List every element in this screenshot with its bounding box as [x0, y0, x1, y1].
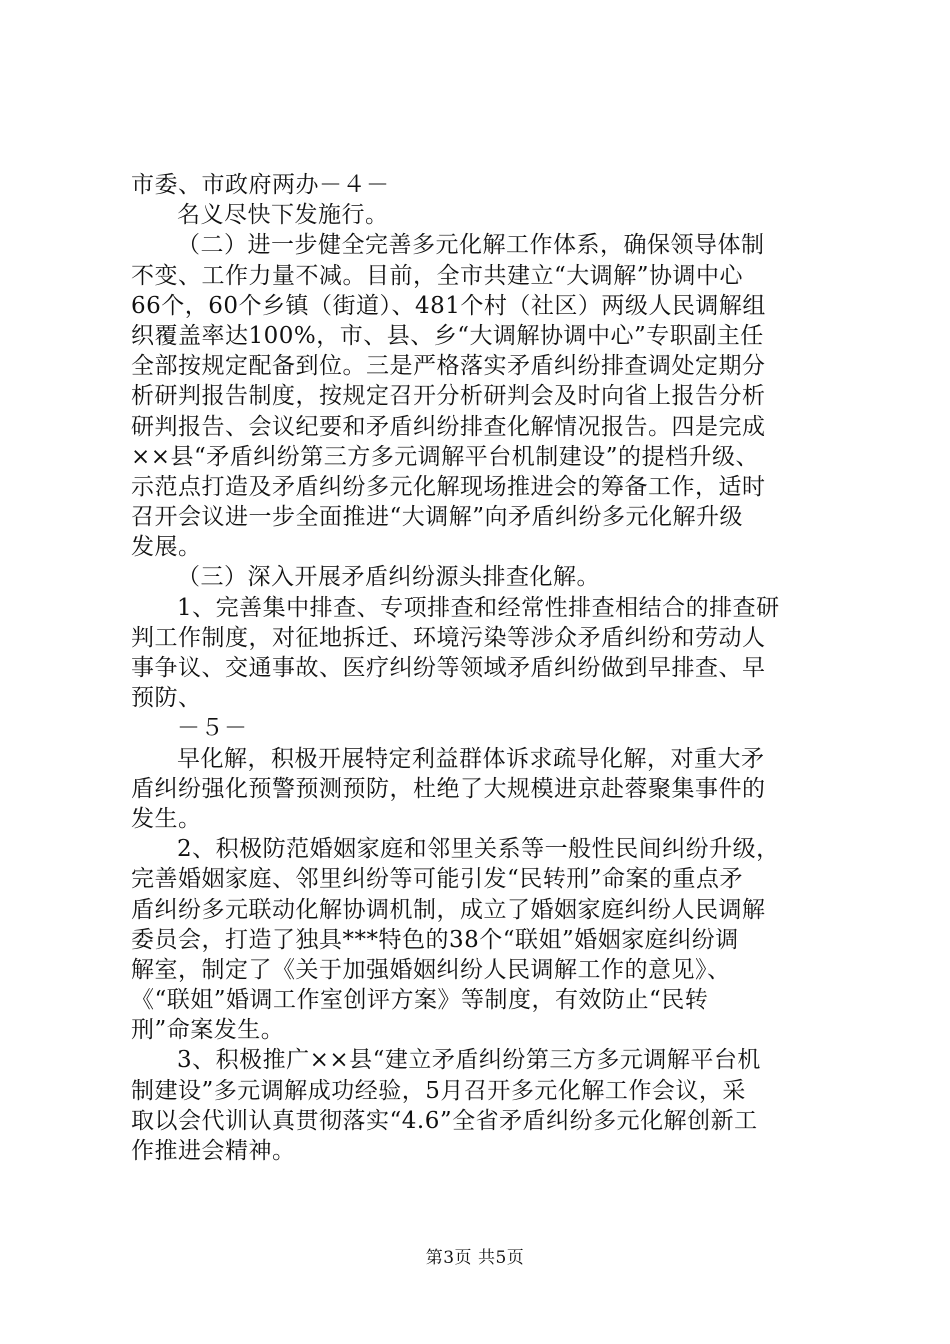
text-line: ××县“矛盾纠纷第三方多元调解平台机制建设”的提档升级、 [131, 443, 760, 470]
section-heading: （三）深入开展矛盾纠纷源头排查化解。 [177, 564, 600, 591]
text-line: 委员会，打造了独具***特色的38个“联姐”婚姻家庭纠纷调 [131, 926, 739, 953]
text-line: 名义尽快下发施行。 [177, 202, 389, 229]
text-line: 召开会议进一步全面推进“大调解”向矛盾纠纷多元化解升级 [131, 504, 744, 531]
text-line: 刑”命案发生。 [131, 1017, 285, 1044]
text-line: 早化解，积极开展特定利益群体诉求疏导化解，对重大矛 [177, 745, 765, 772]
text-line: 作推进会精神。 [131, 1138, 296, 1164]
text-line: 盾纠纷强化预警预测预防，杜绝了大规模进京赴蓉聚集事件的 [131, 775, 766, 802]
page-number-label: 第3页 共5页 [425, 1248, 525, 1268]
text-line: 发展。 [131, 534, 202, 561]
text-line: 不变、工作力量不减。目前，全市共建立“大调解”协调中心 [131, 262, 744, 289]
text-line: 研判报告、会议纪要和矛盾纠纷排查化解情况报告。四是完成 [131, 413, 766, 440]
text-line: 发生。 [131, 805, 202, 832]
text-line: 市委、市政府两办－４－ [131, 172, 390, 198]
text-line: 制建设”多元调解成功经验，5月召开多元化解工作会议，采 [131, 1077, 746, 1104]
text-line: 盾纠纷多元联动化解协调机制，成立了婚姻家庭纠纷人民调解 [131, 896, 766, 923]
page-footer [0, 1243, 950, 1268]
text-line: 解室，制定了《关于加强婚姻纠纷人民调解工作的意见》、 [131, 956, 731, 983]
text-line: 《“联姐”婚调工作室创评方案》等制度，有效防止“民转 [131, 987, 709, 1014]
text-line: 3、积极推广××县“建立矛盾纠纷第三方多元调解平台机 [177, 1047, 761, 1074]
text-line: 2、积极防范婚姻家庭和邻里关系等一般性民间纠纷升级， [177, 836, 780, 863]
section-heading: （二）进一步健全完善多元化解工作体系，确保领导体制 [177, 232, 765, 259]
text-line: 全部按规定配备到位。三是严格落实矛盾纠纷排查调处定期分 [131, 353, 766, 380]
text-line: 织覆盖率达100%，市、县、乡“大调解协调中心”专职副主任 [131, 322, 764, 349]
text-line: 1、完善集中排查、专项排查和经常性排查相结合的排查研 [177, 594, 780, 621]
text-line: 事争议、交通事故、医疗纠纷等领域矛盾纠纷做到早排查、早 [131, 655, 766, 681]
text-line: 析研判报告制度，按规定召开分析研判会及时向省上报告分析 [131, 383, 766, 410]
text-line: 预防、 [131, 685, 202, 712]
page-marker: －５－ [177, 715, 248, 742]
text-line: 示范点打造及矛盾纠纷多元化解现场推进会的筹备工作，适时 [131, 473, 766, 500]
text-line: 判工作制度，对征地拆迁、环境污染等涉众矛盾纠纷和劳动人 [131, 624, 766, 651]
document-body [131, 170, 831, 1166]
text-line: 完善婚姻家庭、邻里纠纷等可能引发“民转刑”命案的重点矛 [131, 866, 744, 893]
text-line: 取以会代训认真贯彻落实“4.6”全省矛盾纠纷多元化解创新工 [131, 1107, 758, 1134]
text-line: 66个，60个乡镇（街道）、481个村（社区）两级人民调解组 [131, 292, 766, 319]
